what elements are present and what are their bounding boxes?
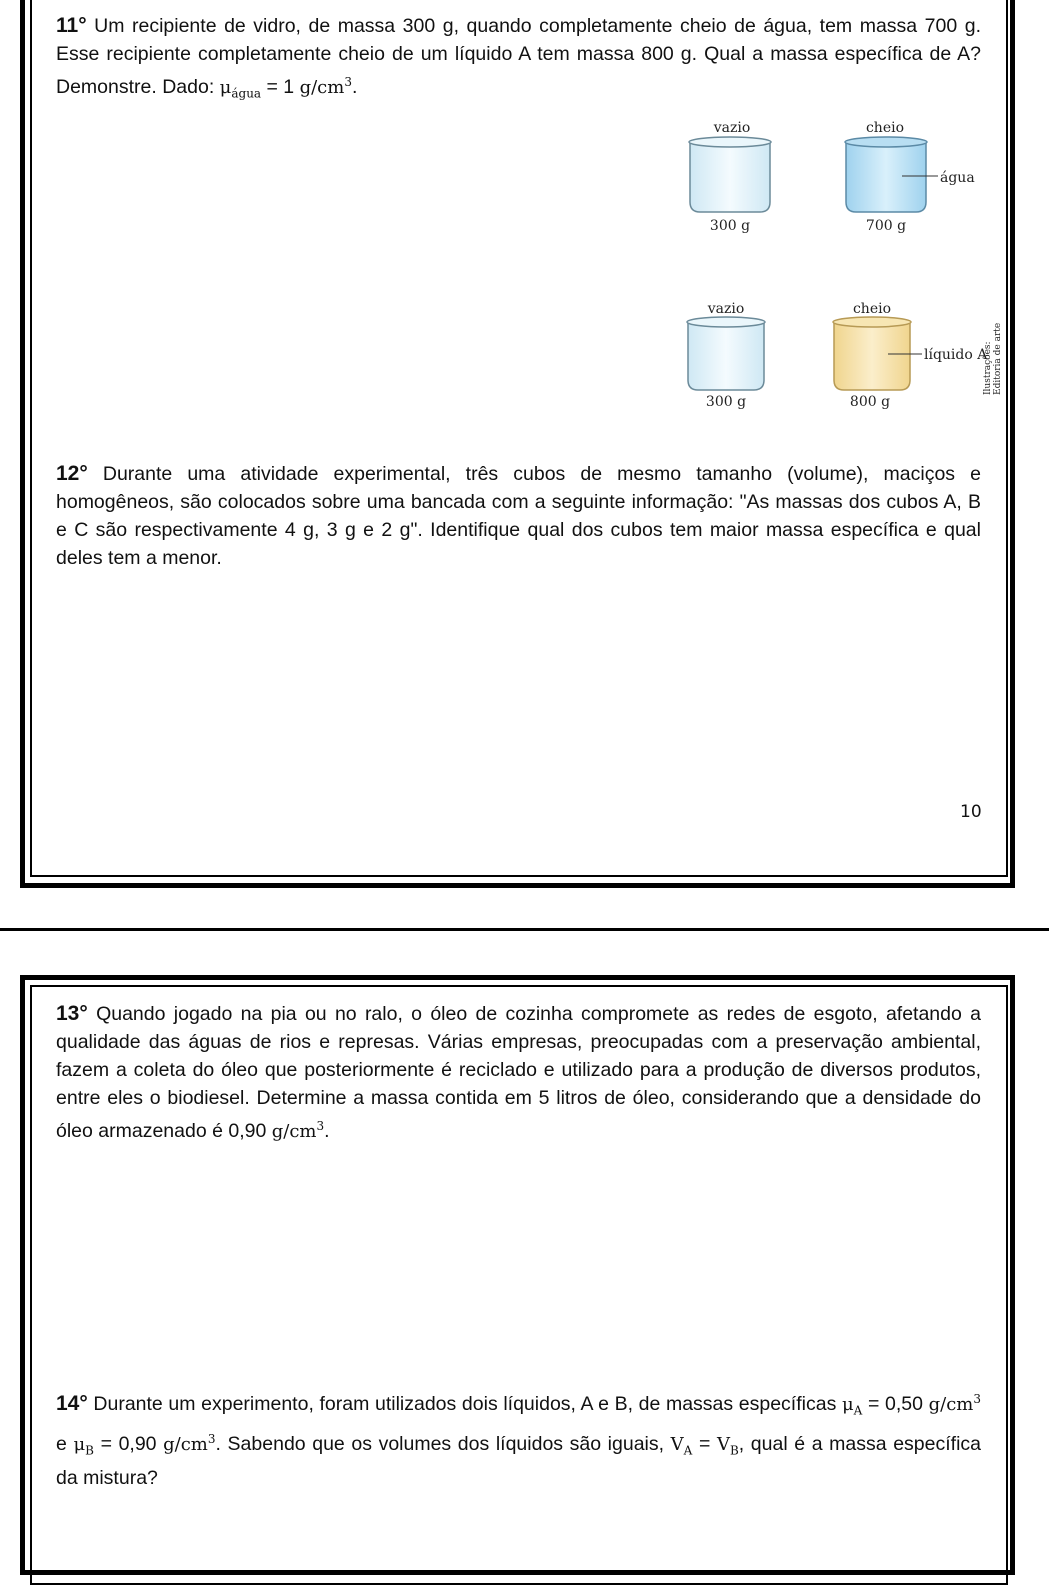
empty-mass: 300 g [709,218,751,234]
empty-label: vazio [707,301,745,317]
unit: $g/cm^3$ [928,1392,981,1415]
question-number: 11° [56,14,87,37]
full-label: cheio [852,301,892,317]
water-beaker [845,137,927,212]
question-text: Quando jogado na pia ou no ralo, o óleo de cozinha compromete as redes de esgoto, afetando a qualidade das águas de rios e represas. Várias empresas, preocupadas com a preservação ambiental, fazem a coleta do óleo que posteriormente é reciclado e utilizado para a produção de diversos produtos, entre eles o biodiesel. Determine a massa contida em 5 litros de óleo, considerando que a densidade do óleo armazenado é 0,90 [56,1003,981,1142]
question-text: Durante uma atividade experimental, três cubos de mesmo tamanho (volume), maciços e homogêneos, são colocados sobre uma bancada com a seguinte informação: "As massas dos cubos A, B e C são respectivamente 4 g, 3 g e 2 g". Identifique qual dos cubos tem maior massa específica e qual deles tem a menor. [56,463,981,569]
unit: $g/cm^3$ [163,1431,216,1455]
question-14: 14° Durante um experimento, foram utilizados dois líquidos, A e B, de massas específicas $\mu_A = 0,50$ $g/cm^3$ e $\mu_B = 0,90$ $g/cm^3$. Sabendo que os volumes dos líquidos são iguais, $V_A = V_B$, qual é a massa específica da mistura? [56,1392,982,1490]
empty-beaker [689,137,771,212]
illustration-credit: Ilustrações: [983,341,993,395]
question-number: 13° [56,1002,88,1025]
page-number: 10 [960,802,982,822]
liquid-label: líquido A [924,347,988,363]
question-number: 14° [56,1392,88,1415]
unit: $g/cm^3$ [299,75,352,98]
full-mass: 700 g [865,218,907,234]
given-density: $\mu_{água}$ [219,77,262,101]
empty-mass: 300 g [705,394,747,410]
question-11: 11° Um recipiente de vidro, de massa 300 g, quando completamente cheio de água, tem massa 700 g. Esse recipiente completamente cheio de um líquido A tem massa 800 g. Qual a massa específica de A? Demonstre. Dado: $\mu_{água} = 1$ $g/cm^3$. [56,14,981,101]
density-b: $\mu_B$ [73,1433,94,1458]
full-mass: 800 g [849,394,891,410]
unit: $g/cm^3$ [271,1119,325,1142]
liquid-label: água [940,170,975,186]
beaker-figure [670,110,1015,420]
question-number: 12° [56,462,88,485]
question-text: Durante um experimento, foram utilizados dois líquidos, A e B, de massas específicas [87,1393,842,1415]
page-separator [0,928,1049,931]
empty-label: vazio [713,120,751,136]
volume-a: $V_A$ [670,1433,693,1458]
full-label: cheio [865,120,905,136]
question-13: 13° Quando jogado na pia ou no ralo, o óleo de cozinha compromete as redes de esgoto, afetando a qualidade das águas de rios e represas. Várias empresas, preocupadas com a preservação ambiental, fazem a coleta do óleo que posteriormente é reciclado e utilizado para a produção de diversos produtos, entre eles o biodiesel. Determine a massa contida em 5 litros de óleo, considerando que a densidade do óleo armazenado é 0,90 $g/cm^3$. [56,1002,981,1142]
illustration-credit: Editoria de arte [993,322,1003,395]
empty-beaker [687,317,765,390]
question-text: Um recipiente de vidro, de massa 300 g, quando completamente cheio de água, tem massa 700 g. Esse recipiente completamente cheio de um líquido A tem massa 800 g. Qual a massa específica de A? Demonstre. Dado: [56,15,981,98]
question-12 [56,460,981,572]
density-a: $\mu_A$ [841,1394,863,1418]
volume-b: $V_B$ [716,1433,739,1458]
